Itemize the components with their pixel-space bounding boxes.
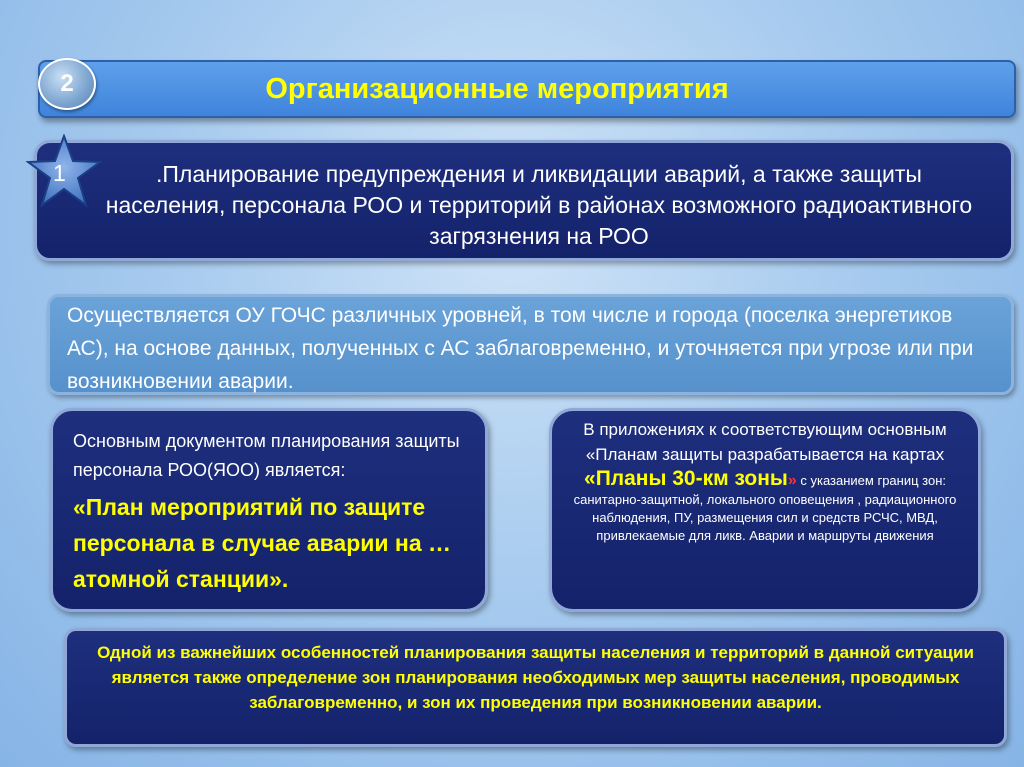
star-number: 1: [53, 160, 66, 186]
maps-intro: В приложениях к соответствующим основным «Планам защиты разрабатывается на картах: [583, 420, 947, 464]
key-feature-text: Одной из важнейших особенностей планирования защиты населения и территорий в данной ситуации является также определение зон планирования необходимых мер защиты населения, проводимых заблаговременно, и зон их проведения при возникновении аварии.: [97, 643, 974, 712]
slide-title: Организационные мероприятия: [265, 72, 729, 105]
planning-text: .Планирование предупреждения и ликвидации аварий, а также защиты населения, персонала РОО и территорий в районах возможного радиоактивного загрязнения на РОО: [105, 161, 973, 249]
maps-highlight: Планы 30-км зоны: [595, 467, 788, 490]
title-bar: [38, 60, 1016, 118]
badge-number: 2: [60, 70, 74, 97]
main-document-box: [50, 408, 488, 612]
main-document-intro: Основным документом планирования защиты персонала РОО(ЯОО) является:: [73, 431, 460, 480]
maps-quote-close: »: [787, 472, 797, 489]
section-badge: [38, 58, 96, 110]
maps-box: [549, 408, 981, 612]
planning-box: [34, 140, 1014, 261]
maps-details: с указанием границ зон: санитарно-защитной, локального оповещения , радиационного наблюдения, ПУ, размещения сил и средств РСЧС, МВД, привлекаемые для ликв. Аварии и маршруты движения: [573, 473, 957, 543]
main-document-plan: «План мероприятий по защите персонала в случае аварии на … атомной станции».: [73, 494, 452, 592]
maps-quote-open: «: [584, 467, 596, 490]
key-feature-box: [64, 628, 1007, 747]
maps-text: [562, 417, 968, 545]
implementation-text: Осуществляется ОУ ГОЧС различных уровней, в том числе и города (поселка энергетиков АС), на основе данных, полученных с АС заблаговременно, и уточняется при угрозе или при возникновении аварии.: [67, 304, 974, 393]
implementation-box: [47, 294, 1014, 395]
